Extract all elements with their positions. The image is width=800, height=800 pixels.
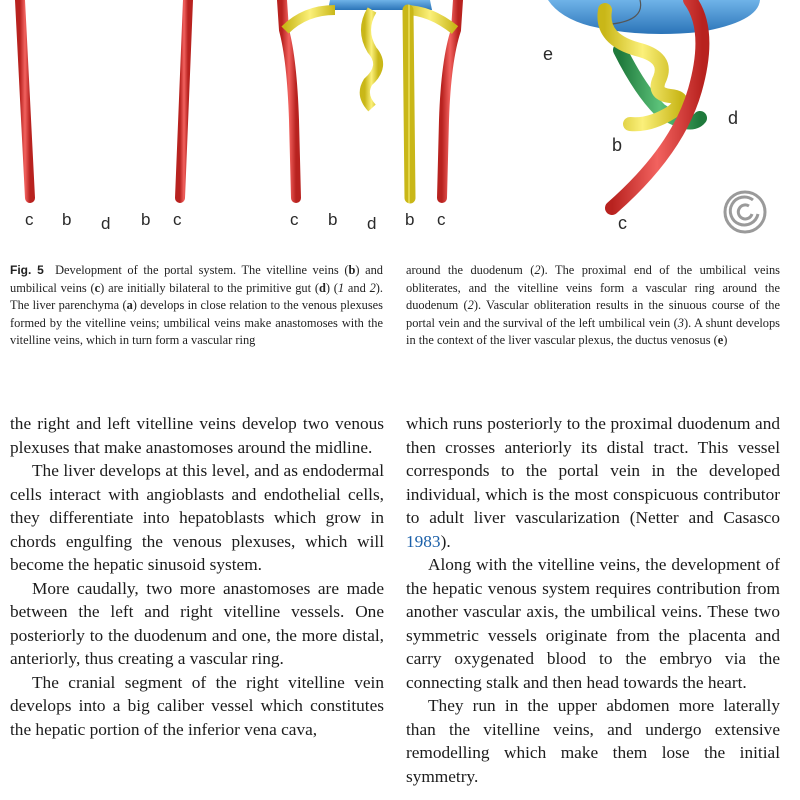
citation-link[interactable]: 1983 — [406, 531, 441, 551]
label-c: c — [618, 213, 627, 233]
label-b: b — [62, 210, 72, 229]
label-b: b — [328, 210, 338, 229]
figure-caption-right: around the duodenum (2). The proximal end of the umbilical veins obliterates, and the vitelline veins form a vascular ring around the duodenum (2). Vascular obliteration results in the sinuous course of the portal vein and the survival of the left umbilical vein (3). A shunt develops in the context of the liver vascular plexus, the ductus venosus (e) — [406, 263, 781, 348]
label-c: c — [173, 210, 182, 229]
paragraph: the right and left vitelline veins develop two venous plexuses that make anastomoses around the midline. — [10, 414, 384, 457]
figure-illustration — [0, 0, 800, 240]
body-column-right — [406, 412, 780, 788]
paragraph: They run in the upper abdomen more laterally than the vitelline veins, and undergo extensive remodelling which make them lose the initial symmetry. — [406, 696, 780, 786]
plexus — [365, 10, 378, 108]
label-d: d — [728, 108, 739, 128]
publisher-logo-icon — [725, 192, 765, 232]
paragraph: The cranial segment of the right vitelline vein develops into a big caliber vessel which constitutes the hepatic portion of the inferior vena cava, — [10, 672, 384, 739]
panel-1 — [20, 0, 188, 233]
vessel-umbilical-right — [180, 0, 188, 198]
label-c: c — [25, 210, 34, 229]
panel-3 — [543, 0, 760, 233]
label-e: e — [543, 44, 554, 64]
label-d: d — [367, 214, 377, 233]
panel-2 — [282, 0, 458, 233]
paragraph: More caudally, two more anastomoses are made between the left and right vitelline vessels. One posteriorly to the duodenum and one, the more distal, anteriorly, thus creating a vascular ring. — [10, 578, 384, 668]
body-column-left — [10, 412, 384, 741]
label-b: b — [141, 210, 151, 229]
paragraph: Along with the vitelline veins, the development of the hepatic venous system requires contribution from another vascular axis, the umbilical veins. These two symmetric vessels originate from the placenta and carry oxygenated blood to the embryo via the connecting stalk and then head towards the heart. — [406, 555, 780, 692]
label-c: c — [437, 210, 446, 229]
label-d: d — [101, 214, 111, 233]
paragraph: The liver develops at this level, and as endodermal cells interact with angioblasts and endothelial cells, they differentiate into hepatoblasts which grow in chords engulfing the venous plexuses, which will become the hepatic sinusoid system. — [10, 461, 384, 574]
liver — [548, 0, 760, 34]
label-c: c — [290, 210, 299, 229]
label-b: b — [405, 210, 415, 229]
vessel-umbilical-left — [20, 0, 30, 198]
paragraph: which runs posteriorly to the proximal duodenum and then crosses anteriorly its distal tract. This vessel corresponds to the portal vein in the developed individual, which is the most conspicuous contributor to adult liver vascularization (Netter and Casasco 1983). — [406, 414, 780, 551]
figure-number: Fig. 5 — [10, 263, 44, 277]
figure-caption-left: Fig. 5 Development of the portal system. The vitelline veins (b) and umbilical veins (c) are initially bilateral to the primitive gut (d) (1 and 2). The liver parenchyma (a) develops in close relation to the venous plexuses formed by the vitelline veins; umbilical veins make anastomoses with the vitelline veins, which in turn form a vascular ring — [10, 263, 384, 348]
label-b: b — [612, 135, 623, 155]
